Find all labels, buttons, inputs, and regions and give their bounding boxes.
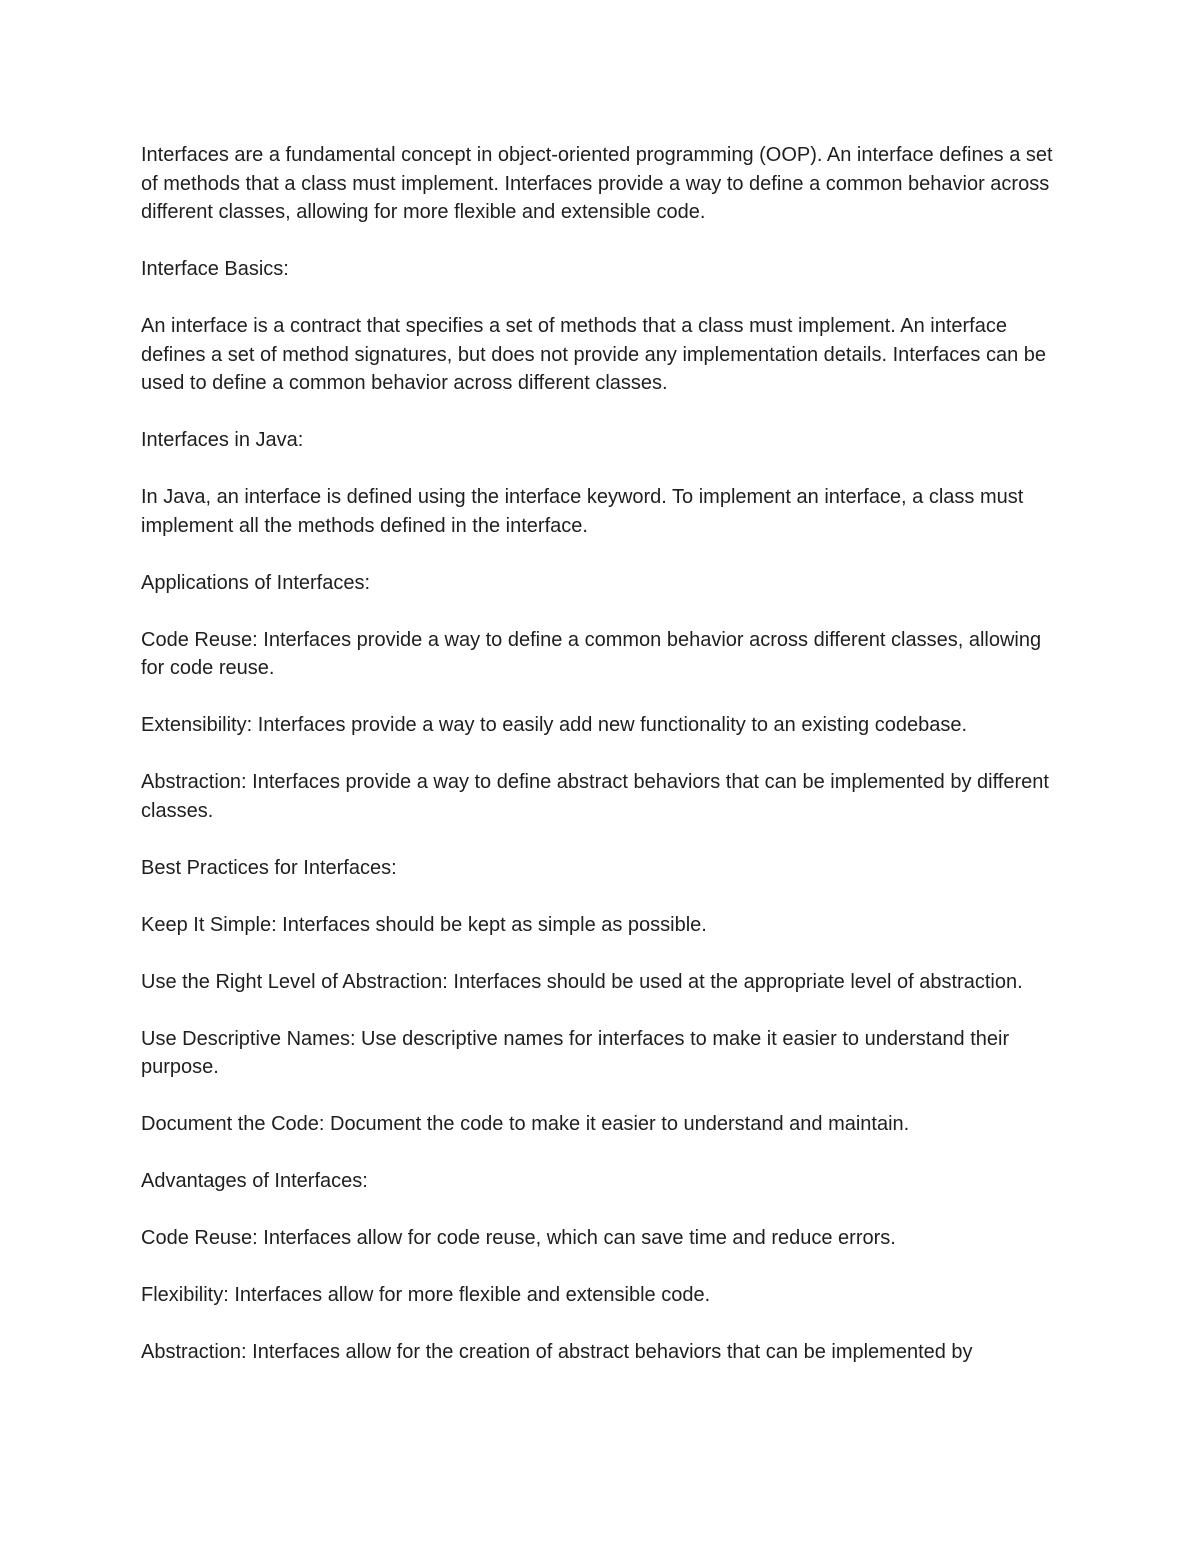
applications-code-reuse: Code Reuse: Interfaces provide a way to define a common behavior across different classes, allowing for code reuse.: [141, 628, 1042, 679]
best-practice-abstraction-level: Use the Right Level of Abstraction: Interfaces should be used at the appropriate level of abstraction.: [141, 970, 1023, 993]
interface-basics-paragraph: An interface is a contract that specifies a set of methods that a class must implement. An interface defines a set of method signatures, but does not provide any implementation details. Interfaces can be used to define a common behavior across different classes.: [141, 315, 1046, 394]
section-heading-interface-basics: Interface Basics:: [141, 258, 289, 280]
best-practice-keep-it-simple: Keep It Simple: Interfaces should be kept as simple as possible.: [141, 913, 707, 936]
applications-extensibility: Extensibility: Interfaces provide a way to easily add new functionality to an existing codebase.: [141, 714, 968, 736]
best-practice-document-code: Document the Code: Document the code to make it easier to understand and maintain.: [141, 1113, 910, 1135]
advantages-flexibility: Flexibility: Interfaces allow for more flexible and extensible code.: [141, 1284, 711, 1306]
document-body: [141, 141, 1053, 1367]
best-practice-descriptive-names: Use Descriptive Names: Use descriptive names for interfaces to make it easier to understand their purpose.: [141, 1027, 1010, 1078]
section-heading-best-practices: Best Practices for Interfaces:: [141, 856, 397, 879]
interfaces-in-java-paragraph: In Java, an interface is defined using the interface keyword. To implement an interface, a class must implement all the methods defined in the interface.: [141, 486, 1024, 537]
section-heading-advantages: Advantages of Interfaces:: [141, 1170, 368, 1192]
intro-paragraph: Interfaces are a fundamental concept in object-oriented programming (OOP). An interface defines a set of methods that a class must implement. Interfaces provide a way to define a common behavior across different classes, allowing for more flexible and extensible code.: [141, 144, 1053, 223]
advantages-code-reuse: Code Reuse: Interfaces allow for code reuse, which can save time and reduce errors.: [141, 1227, 896, 1249]
section-heading-applications: Applications of Interfaces:: [141, 571, 371, 594]
advantages-abstraction: Abstraction: Interfaces allow for the creation of abstract behaviors that can be implemented by: [141, 1341, 973, 1363]
section-heading-interfaces-in-java: Interfaces in Java:: [141, 429, 304, 451]
applications-abstraction: Abstraction: Interfaces provide a way to define abstract behaviors that can be implemented by different classes.: [141, 771, 1049, 822]
